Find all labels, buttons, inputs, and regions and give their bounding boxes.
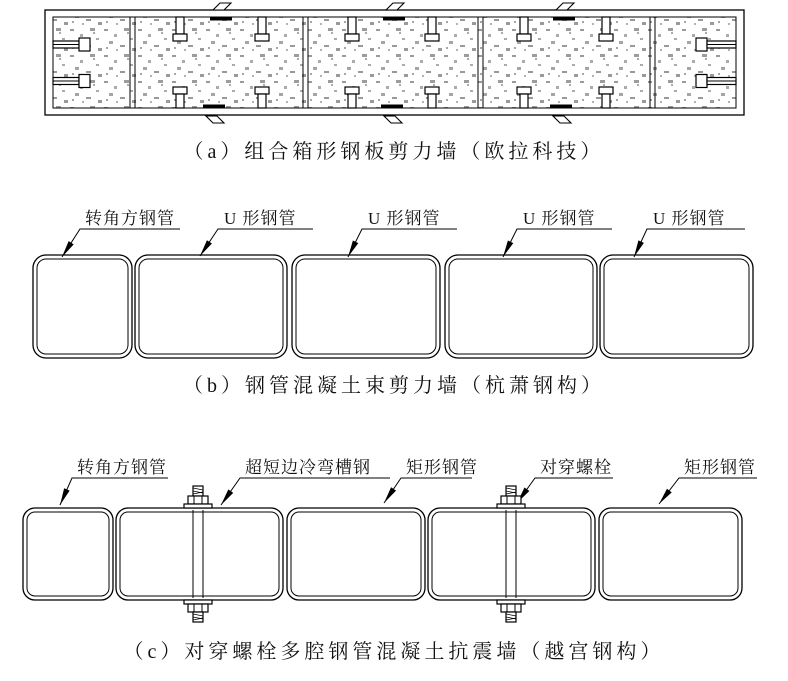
steel-tube-cell <box>600 255 753 358</box>
steel-tube-cell <box>23 508 113 600</box>
svg-text:U 形钢管: U 形钢管 <box>523 209 596 228</box>
label-corner-square-tube-b <box>62 209 180 257</box>
svg-text:U 形钢管: U 形钢管 <box>368 209 441 228</box>
steel-tube-cell <box>292 255 440 358</box>
label-cold-formed-channel <box>221 457 390 505</box>
through-bolt <box>184 486 212 622</box>
steel-tube-cell <box>445 255 597 358</box>
label-corner-square-tube-c <box>60 458 168 505</box>
caption-c: （c）对穿螺栓多腔钢管混凝土抗震墙（越宫钢构） <box>123 641 665 663</box>
panel-c-drawing <box>23 457 757 622</box>
wall-a-concrete-fill <box>53 17 736 108</box>
caption-b: （b）钢管混凝土束剪力墙（杭萧钢构） <box>183 375 605 397</box>
steel-tube-cell <box>116 508 283 600</box>
steel-tube-cell <box>428 508 595 600</box>
steel-tube-cell <box>599 508 742 600</box>
svg-text:矩形钢管: 矩形钢管 <box>684 458 756 477</box>
svg-text:矩形钢管: 矩形钢管 <box>406 458 478 477</box>
label-u-tube-2 <box>348 209 457 257</box>
steel-tube-cell <box>287 508 425 600</box>
panel-a-drawing <box>45 3 744 123</box>
svg-text:U 形钢管: U 形钢管 <box>653 209 726 228</box>
svg-text:转角方钢管: 转角方钢管 <box>77 458 167 477</box>
caption-a: （a）组合箱形钢板剪力墙（欧拉科技） <box>183 141 605 163</box>
steel-tube-cell <box>135 255 287 358</box>
panel-b-drawing <box>33 209 753 358</box>
svg-text:对穿螺栓: 对穿螺栓 <box>540 458 612 477</box>
label-u-tube-1 <box>200 209 313 256</box>
label-rect-tube-1 <box>384 458 478 503</box>
label-through-bolt <box>517 458 613 503</box>
label-rect-tube-2 <box>659 458 757 504</box>
steel-tube-cell <box>33 255 132 358</box>
svg-text:转角方钢管: 转角方钢管 <box>85 209 175 228</box>
svg-text:U 形钢管: U 形钢管 <box>224 209 297 228</box>
through-bolt <box>497 486 525 622</box>
label-u-tube-3 <box>503 209 612 257</box>
label-u-tube-4 <box>634 209 745 257</box>
svg-text:超短边冷弯槽钢: 超短边冷弯槽钢 <box>245 458 371 477</box>
